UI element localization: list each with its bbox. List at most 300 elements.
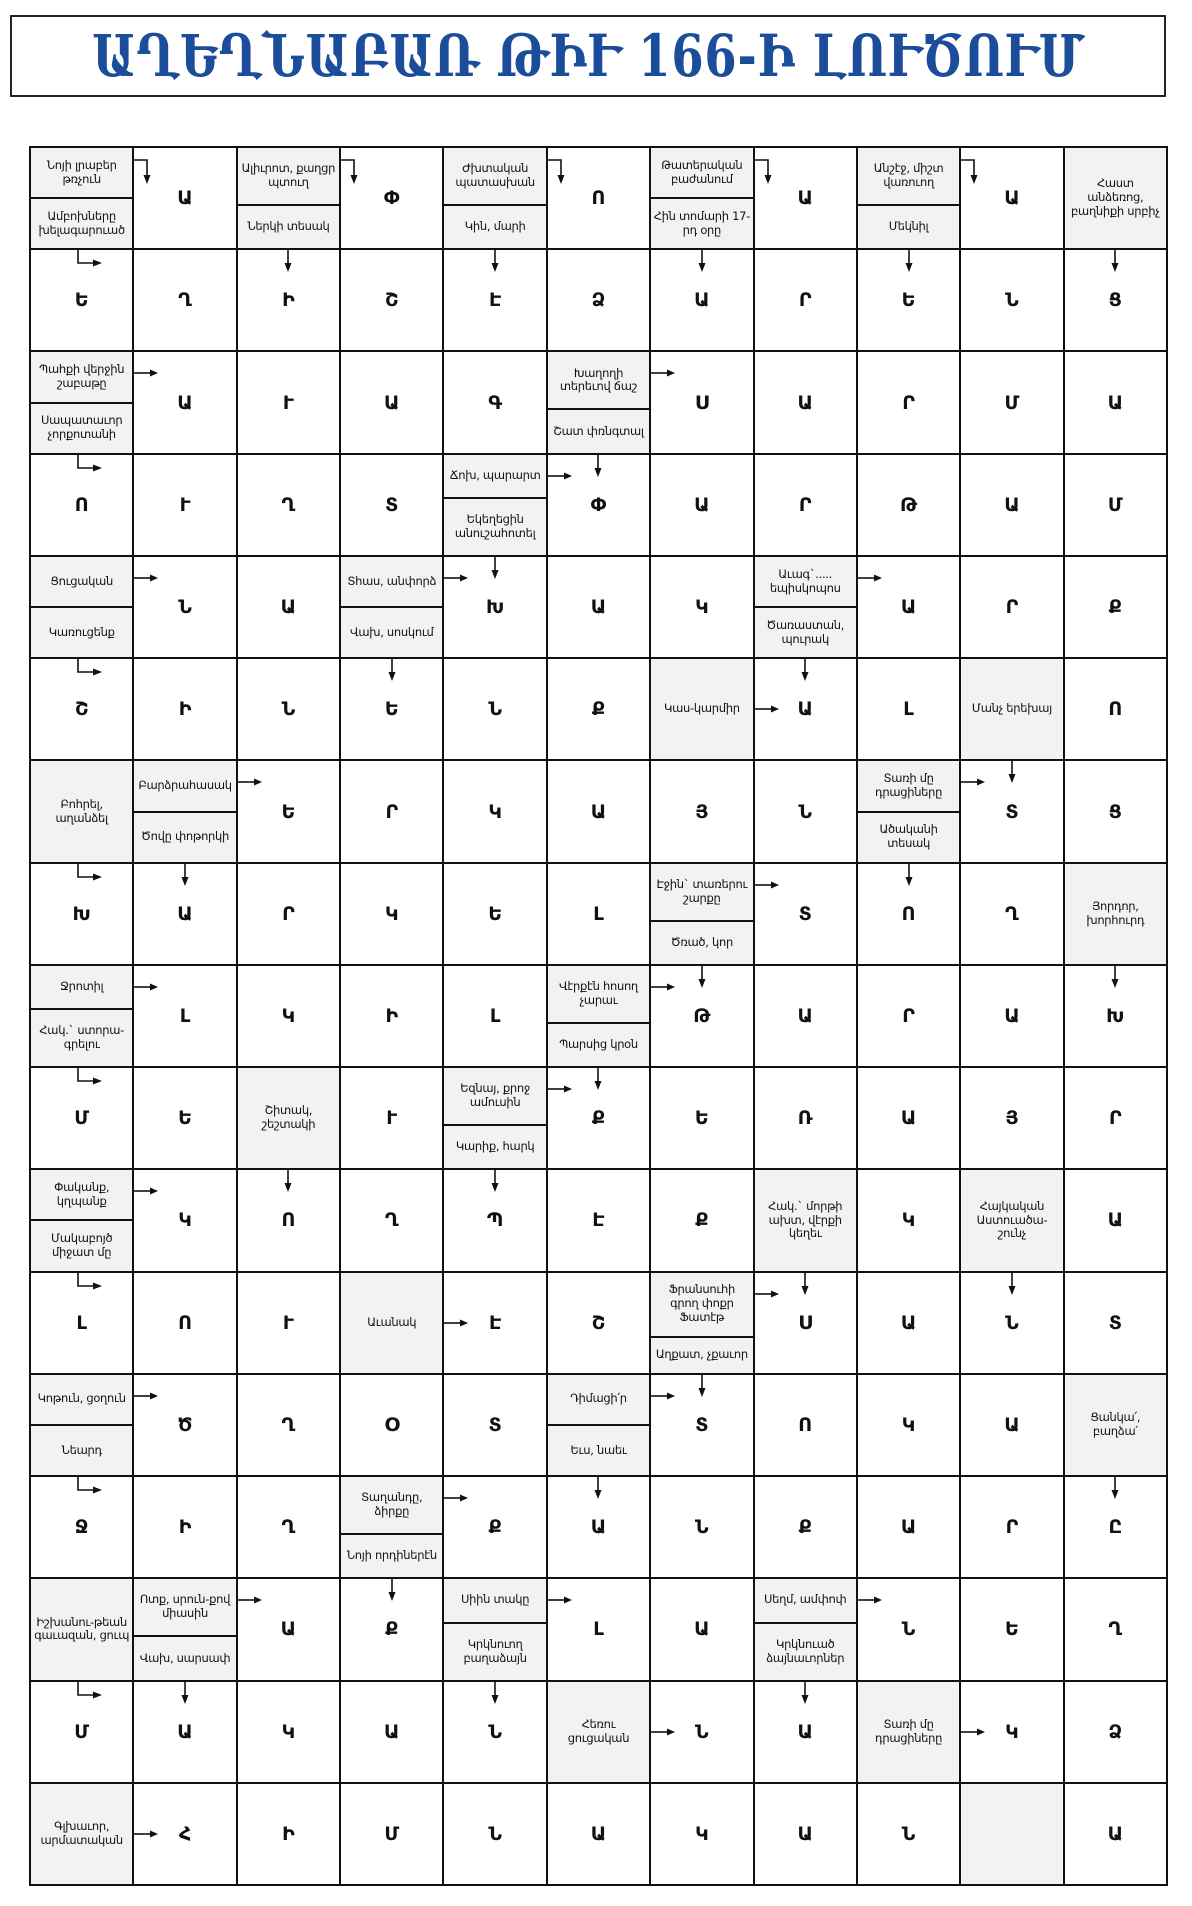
answer-letter: Ղ bbox=[281, 1516, 296, 1539]
answer-letter: Ք bbox=[695, 1209, 709, 1232]
answer-letter: Մ bbox=[1004, 391, 1020, 414]
letter-cell bbox=[961, 966, 1062, 1066]
letter-cell bbox=[755, 864, 856, 964]
letter-cell bbox=[444, 352, 545, 452]
answer-letter: Ե bbox=[1005, 1618, 1019, 1641]
letter-cell bbox=[444, 1170, 545, 1270]
answer-letter: Տ bbox=[488, 1413, 502, 1436]
clue-top bbox=[134, 1579, 235, 1637]
arrow-down-icon bbox=[180, 864, 190, 886]
answer-letter: Կ bbox=[1005, 1720, 1019, 1743]
clue-bottom bbox=[444, 1126, 545, 1168]
split-clue-cell bbox=[755, 557, 856, 657]
answer-letter: Է bbox=[488, 289, 502, 312]
arrow-down-icon bbox=[490, 557, 500, 579]
answer-letter: Ա bbox=[797, 391, 813, 414]
answer-letter: Ա bbox=[590, 596, 607, 619]
letter-cell bbox=[134, 1170, 235, 1270]
answer-letter: Ր bbox=[902, 391, 915, 414]
letter-cell bbox=[134, 1477, 235, 1577]
letter-cell bbox=[238, 761, 339, 861]
clue-bottom bbox=[238, 206, 339, 248]
letter-cell bbox=[444, 761, 545, 861]
clue-top-text: Կոթուն, ցօղուն bbox=[37, 1391, 126, 1406]
letter-cell bbox=[444, 864, 545, 964]
clue-top-text: Անշէջ, միշտ վառուող bbox=[873, 161, 944, 189]
split-clue-cell bbox=[548, 1375, 649, 1475]
clue-bottom-text: Կին, մարի bbox=[464, 219, 526, 234]
letter-cell bbox=[1065, 455, 1166, 555]
clue-bottom bbox=[755, 608, 856, 657]
answer-letter: Ն bbox=[488, 1822, 502, 1845]
letter-cell bbox=[134, 352, 235, 452]
arrow-right-down-icon bbox=[548, 156, 570, 186]
clue-top bbox=[858, 148, 959, 206]
clue-top-text: Ալիւրոտ, քաղցր պտուղ bbox=[241, 161, 336, 189]
answer-letter: Կ bbox=[281, 1720, 296, 1743]
letter-cell bbox=[444, 557, 545, 657]
clue-cell bbox=[755, 1170, 856, 1270]
clue-top bbox=[31, 352, 132, 403]
answer-letter: Ա bbox=[797, 698, 813, 721]
answer-letter: Ղ bbox=[281, 493, 296, 516]
answer-letter: Ց bbox=[1108, 800, 1122, 823]
answer-letter: Ա bbox=[1004, 1004, 1020, 1027]
letter-cell bbox=[755, 659, 856, 759]
letter-cell bbox=[651, 352, 752, 452]
letter-cell bbox=[341, 455, 442, 555]
clue-cell bbox=[1065, 1375, 1166, 1475]
letter-cell bbox=[444, 1477, 545, 1577]
clue-top-text: Խաղողի տերեւով ճաշ bbox=[559, 365, 638, 394]
answer-letter: Ա bbox=[280, 1618, 297, 1641]
answer-letter: Շ bbox=[74, 698, 89, 721]
letter-cell bbox=[755, 1068, 856, 1168]
arrow-down-right-icon bbox=[74, 864, 104, 886]
clue-bottom-text: Մեկնիլ bbox=[888, 219, 929, 234]
arrow-down-right-icon bbox=[74, 1068, 104, 1090]
letter-cell bbox=[134, 1375, 235, 1475]
arrow-right-icon bbox=[961, 777, 985, 787]
arrow-right-icon bbox=[651, 982, 675, 992]
answer-letter: Ո bbox=[281, 1209, 296, 1232]
clue-top-text: Տաղանդը, ձիրքը bbox=[361, 1490, 423, 1519]
clue-bottom-text: Հակ.` ստորա-գրելու bbox=[39, 1023, 124, 1052]
answer-letter: Ե bbox=[488, 902, 503, 925]
letter-cell bbox=[961, 352, 1062, 452]
letter-cell bbox=[238, 659, 339, 759]
split-clue-cell bbox=[341, 1477, 442, 1577]
clue-bottom bbox=[444, 499, 545, 555]
clue-top bbox=[755, 1579, 856, 1623]
arrow-down-icon bbox=[1110, 966, 1120, 988]
clue-top-text: Ցուցական bbox=[50, 573, 114, 588]
answer-letter: Կ bbox=[488, 800, 502, 823]
split-clue-cell bbox=[238, 148, 339, 248]
clue-top bbox=[238, 148, 339, 206]
letter-cell bbox=[341, 1068, 442, 1168]
arrow-down-icon bbox=[1110, 250, 1120, 272]
clue-top bbox=[31, 557, 132, 608]
clue-top bbox=[548, 1375, 649, 1426]
letter-cell bbox=[755, 1682, 856, 1782]
title-box bbox=[10, 15, 1166, 97]
clue-bottom-text: Աղքատ, չքաւոր bbox=[655, 1347, 748, 1362]
clue-bottom bbox=[651, 922, 752, 964]
letter-cell bbox=[238, 1170, 339, 1270]
clue-text: Աւանակ bbox=[367, 1314, 417, 1329]
blank-cell bbox=[961, 1784, 1062, 1884]
letter-cell bbox=[238, 250, 339, 350]
letter-cell bbox=[238, 1477, 339, 1577]
answer-letter: Խ bbox=[485, 596, 505, 619]
arrow-right-down-icon bbox=[134, 156, 156, 186]
letter-cell bbox=[134, 864, 235, 964]
answer-letter: Ե bbox=[281, 800, 296, 823]
letter-cell bbox=[858, 250, 959, 350]
letter-cell bbox=[238, 1784, 339, 1884]
letter-cell bbox=[1065, 1273, 1166, 1373]
arrow-right-down-icon bbox=[961, 156, 983, 186]
answer-letter: Ք bbox=[385, 1618, 399, 1641]
answer-letter: Ն bbox=[901, 1822, 916, 1845]
letter-cell bbox=[134, 966, 235, 1066]
answer-letter: Ո bbox=[798, 1413, 813, 1436]
letter-cell bbox=[651, 1170, 752, 1270]
answer-letter: Գ bbox=[488, 391, 503, 414]
letter-cell bbox=[444, 1375, 545, 1475]
letter-cell bbox=[651, 1477, 752, 1577]
letter-cell bbox=[31, 250, 132, 350]
answer-letter: Ն bbox=[488, 698, 502, 721]
clue-bottom bbox=[444, 206, 545, 248]
clue-top-text: Աւագ`..... եպիսկոպոս bbox=[769, 566, 841, 595]
clue-top bbox=[31, 1170, 132, 1221]
letter-cell bbox=[238, 557, 339, 657]
letter-cell bbox=[134, 1682, 235, 1782]
answer-letter: Ե bbox=[384, 698, 399, 721]
clue-bottom-text: Ամբոխները խելագարուած bbox=[38, 208, 125, 237]
letter-cell bbox=[961, 148, 1062, 248]
letter-cell bbox=[651, 761, 752, 861]
clue-top-text: Ճոխ, պարարտ bbox=[449, 467, 541, 482]
answer-letter: Խ bbox=[1106, 1004, 1125, 1027]
answer-letter: Ա bbox=[590, 1516, 607, 1539]
arrow-down-icon bbox=[593, 455, 603, 477]
answer-letter: Մ bbox=[74, 1107, 90, 1130]
letter-cell bbox=[858, 1784, 959, 1884]
split-clue-cell bbox=[858, 761, 959, 861]
answer-letter: Ծ bbox=[177, 1413, 193, 1436]
letter-cell bbox=[755, 148, 856, 248]
split-clue-cell bbox=[548, 352, 649, 452]
letter-cell bbox=[341, 148, 442, 248]
letter-cell bbox=[238, 864, 339, 964]
answer-letter: Ր bbox=[385, 800, 399, 823]
arrow-right-icon bbox=[548, 1595, 572, 1605]
answer-letter: Յ bbox=[1005, 1107, 1019, 1130]
answer-letter: Մ bbox=[384, 1822, 400, 1845]
letter-cell bbox=[444, 966, 545, 1066]
clue-cell bbox=[961, 659, 1062, 759]
answer-letter: Ր bbox=[902, 1004, 915, 1027]
split-clue-cell bbox=[548, 966, 649, 1066]
answer-letter: Ա bbox=[797, 1720, 813, 1743]
answer-letter: Ք bbox=[591, 698, 606, 721]
clue-cell bbox=[1065, 864, 1166, 964]
clue-text: Ցանկա՛, բաղձա՛ bbox=[1090, 1410, 1141, 1438]
answer-letter: Խ bbox=[72, 902, 91, 925]
answer-letter: Ք bbox=[488, 1516, 502, 1539]
clue-text: Հայկական Աստուածա-շունչ bbox=[976, 1198, 1048, 1241]
arrow-down-icon bbox=[387, 659, 397, 681]
answer-letter: Կ bbox=[178, 1209, 192, 1232]
answer-letter: Ա bbox=[1107, 391, 1124, 414]
letter-cell bbox=[341, 1170, 442, 1270]
letter-cell bbox=[548, 1784, 649, 1884]
arrow-down-icon bbox=[697, 1375, 707, 1397]
split-clue-cell bbox=[858, 148, 959, 248]
answer-letter: Կ bbox=[695, 596, 709, 619]
clue-bottom bbox=[651, 1338, 752, 1373]
answer-letter: Տ bbox=[695, 1413, 709, 1436]
answer-letter: Ռ bbox=[797, 1107, 813, 1130]
arrow-right-icon bbox=[651, 1391, 675, 1401]
letter-cell bbox=[961, 1068, 1062, 1168]
answer-letter: Ա bbox=[900, 596, 917, 619]
answer-letter: Կ bbox=[901, 1209, 916, 1232]
answer-letter: Տ bbox=[385, 493, 399, 516]
clue-text: Գլխաւոր, արմատական bbox=[40, 1819, 123, 1847]
clue-top-text: Տհաս, անփորձ bbox=[347, 573, 437, 588]
answer-letter: Ի bbox=[178, 698, 192, 721]
answer-letter: Ա bbox=[590, 800, 607, 823]
answer-letter: Ղ bbox=[1108, 1618, 1123, 1641]
answer-letter: Ւ bbox=[179, 493, 191, 516]
answer-letter: Ղ bbox=[178, 289, 192, 312]
clue-text: Իշխանու-թեան գաւազան, ցուպ bbox=[34, 1614, 130, 1643]
letter-cell bbox=[858, 1375, 959, 1475]
answer-letter: Ա bbox=[1107, 1822, 1124, 1845]
clue-bottom-text: Պարսից կրօն bbox=[559, 1037, 638, 1052]
split-clue-cell bbox=[31, 557, 132, 657]
letter-cell bbox=[858, 1068, 959, 1168]
clue-bottom bbox=[341, 1535, 442, 1577]
clue-bottom bbox=[31, 1221, 132, 1270]
answer-letter: Ա bbox=[900, 1516, 917, 1539]
answer-letter: Տ bbox=[1005, 800, 1019, 823]
answer-letter: Ի bbox=[385, 1004, 399, 1027]
letter-cell bbox=[651, 250, 752, 350]
letter-cell bbox=[1065, 250, 1166, 350]
clue-text: Կաս-կարմիր bbox=[663, 701, 740, 716]
clue-top-text: Բարձրահասակ bbox=[138, 778, 232, 793]
answer-letter: Ն bbox=[1005, 289, 1019, 312]
letter-cell bbox=[444, 1682, 545, 1782]
clue-top-text: Ֆրանսուհի գրող փոքր Ֆատէթ bbox=[668, 1282, 736, 1324]
arrow-right-icon bbox=[134, 982, 158, 992]
letter-cell bbox=[858, 864, 959, 964]
clue-text: Տառի մը դրացիները bbox=[875, 1716, 943, 1745]
clue-bottom-text: Սապատաւոր չորքոտանի bbox=[41, 413, 123, 442]
answer-letter: Ք bbox=[591, 1107, 606, 1130]
answer-letter: Ա bbox=[384, 1720, 400, 1743]
clue-bottom-text: Ծառաստան, պուրակ bbox=[766, 617, 845, 646]
clue-bottom-text: Եւս, նաեւ bbox=[570, 1442, 627, 1457]
clue-top-text: Պահքի վերջին շաբաթը bbox=[39, 362, 125, 391]
answer-letter: Ա bbox=[177, 1720, 193, 1743]
answer-letter: Թ bbox=[693, 1004, 711, 1027]
letter-cell bbox=[755, 1784, 856, 1884]
letter-cell bbox=[651, 1682, 752, 1782]
answer-letter: Ա bbox=[1004, 493, 1020, 516]
letter-cell bbox=[134, 1068, 235, 1168]
letter-cell bbox=[1065, 1477, 1166, 1577]
answer-letter: Ա bbox=[797, 1822, 813, 1845]
arrow-down-right-icon bbox=[74, 1273, 104, 1295]
clue-cell bbox=[858, 1682, 959, 1782]
split-clue-cell bbox=[341, 557, 442, 657]
clue-bottom bbox=[651, 199, 752, 248]
letter-cell bbox=[651, 1375, 752, 1475]
answer-letter: Ա bbox=[384, 391, 400, 414]
clue-text: Բոհրել, աղանձել bbox=[55, 796, 108, 825]
letter-cell bbox=[134, 455, 235, 555]
clue-cell bbox=[961, 1170, 1062, 1270]
split-clue-cell bbox=[31, 966, 132, 1066]
letter-cell bbox=[31, 659, 132, 759]
letter-cell bbox=[238, 1682, 339, 1782]
answer-letter: Ա bbox=[694, 289, 710, 312]
answer-letter: Ա bbox=[900, 1311, 917, 1334]
clue-bottom bbox=[444, 1624, 545, 1680]
letter-cell bbox=[341, 864, 442, 964]
answer-letter: Ն bbox=[178, 596, 192, 619]
letter-cell bbox=[548, 659, 649, 759]
answer-letter: Ա bbox=[280, 596, 297, 619]
arrow-right-icon bbox=[548, 471, 572, 481]
letter-cell bbox=[755, 352, 856, 452]
clue-top-text: Վէրքէն հոսող չարաւ bbox=[559, 979, 638, 1007]
letter-cell bbox=[1065, 1784, 1166, 1884]
arrow-down-icon bbox=[904, 250, 914, 272]
clue-bottom-text: Հին տոմարի 17-րդ օրը bbox=[653, 208, 750, 237]
arrow-right-down-icon bbox=[755, 156, 777, 186]
letter-cell bbox=[858, 659, 959, 759]
answer-letter: Օ bbox=[384, 1413, 400, 1436]
answer-letter: Ւ bbox=[282, 391, 294, 414]
clue-text: Հակ.` մորթի ախտ, վէրքի կեղեւ bbox=[768, 1198, 843, 1241]
arrow-right-icon bbox=[548, 1084, 572, 1094]
arrow-right-icon bbox=[755, 880, 779, 890]
arrow-down-icon bbox=[593, 1068, 603, 1090]
split-clue-cell bbox=[31, 148, 132, 248]
arrow-right-mid-icon bbox=[755, 704, 779, 714]
letter-cell bbox=[651, 1068, 752, 1168]
letter-cell bbox=[1065, 966, 1166, 1066]
answer-letter: Շ bbox=[591, 1311, 606, 1334]
letter-cell bbox=[341, 250, 442, 350]
arrow-down-icon bbox=[800, 1273, 810, 1295]
letter-cell bbox=[548, 761, 649, 861]
answer-letter: Ա bbox=[1004, 1413, 1020, 1436]
answer-letter: Լ bbox=[593, 902, 604, 925]
answer-letter: Ն bbox=[901, 1618, 916, 1641]
answer-letter: Ւ bbox=[282, 1311, 294, 1334]
clue-cell bbox=[341, 1273, 442, 1373]
crossword-grid bbox=[29, 146, 1168, 1886]
clue-bottom-text: Եկեղեցին անուշահոտել bbox=[454, 512, 536, 540]
answer-letter: Պ bbox=[486, 1209, 504, 1232]
clue-top-text: Տառի մը դրացիները bbox=[875, 771, 943, 799]
letter-cell bbox=[961, 455, 1062, 555]
clue-text: Հաստ անձեռոց, բաղնիքի սրբիչ bbox=[1071, 176, 1160, 219]
clue-bottom bbox=[548, 1024, 649, 1066]
letter-cell bbox=[651, 1579, 752, 1679]
letter-cell bbox=[341, 966, 442, 1066]
clue-top bbox=[548, 966, 649, 1024]
arrow-down-icon bbox=[490, 1170, 500, 1192]
clue-top-text: Թատերական բաժանում bbox=[661, 157, 743, 186]
letter-cell bbox=[548, 455, 649, 555]
clue-text: Մանչ երեխայ bbox=[971, 701, 1052, 716]
split-clue-cell bbox=[444, 455, 545, 555]
answer-letter: Ր bbox=[798, 493, 812, 516]
letter-cell bbox=[858, 557, 959, 657]
clue-bottom bbox=[134, 813, 235, 862]
arrow-down-right-icon bbox=[74, 1682, 104, 1704]
letter-cell bbox=[961, 1477, 1062, 1577]
letter-cell bbox=[548, 148, 649, 248]
clue-top bbox=[651, 1273, 752, 1338]
answer-letter: Ղ bbox=[1005, 902, 1019, 925]
split-clue-cell bbox=[444, 1068, 545, 1168]
letter-cell bbox=[961, 250, 1062, 350]
clue-bottom-text: Ծովը փոթորկի bbox=[141, 829, 230, 844]
answer-letter: Ո bbox=[74, 493, 89, 516]
answer-letter: Ի bbox=[282, 1822, 295, 1845]
letter-cell bbox=[238, 455, 339, 555]
arrow-down-icon bbox=[283, 250, 293, 272]
letter-cell bbox=[755, 966, 856, 1066]
letter-cell bbox=[1065, 1068, 1166, 1168]
letter-cell bbox=[444, 659, 545, 759]
arrow-right-icon bbox=[238, 1595, 262, 1605]
clue-bottom-text: Կառուցենք bbox=[48, 624, 115, 639]
letter-cell bbox=[238, 1579, 339, 1679]
answer-letter: Ա bbox=[177, 902, 193, 925]
arrow-down-right-icon bbox=[74, 1477, 104, 1499]
answer-letter: Շ bbox=[385, 289, 399, 312]
letter-cell bbox=[858, 352, 959, 452]
answer-letter: Ձ bbox=[591, 289, 606, 312]
arrow-right-icon bbox=[134, 1186, 158, 1196]
letter-cell bbox=[1065, 659, 1166, 759]
letter-cell bbox=[651, 966, 752, 1066]
letter-cell bbox=[548, 1477, 649, 1577]
arrow-down-icon bbox=[1007, 1273, 1017, 1295]
clue-bottom bbox=[858, 206, 959, 248]
split-clue-cell bbox=[31, 352, 132, 452]
clue-bottom bbox=[31, 608, 132, 657]
clue-cell bbox=[548, 1682, 649, 1782]
answer-letter: Ր bbox=[282, 902, 295, 925]
answer-letter: Ի bbox=[178, 1516, 192, 1539]
letter-cell bbox=[651, 455, 752, 555]
letter-cell bbox=[755, 761, 856, 861]
letter-cell bbox=[961, 864, 1062, 964]
clue-cell bbox=[651, 659, 752, 759]
